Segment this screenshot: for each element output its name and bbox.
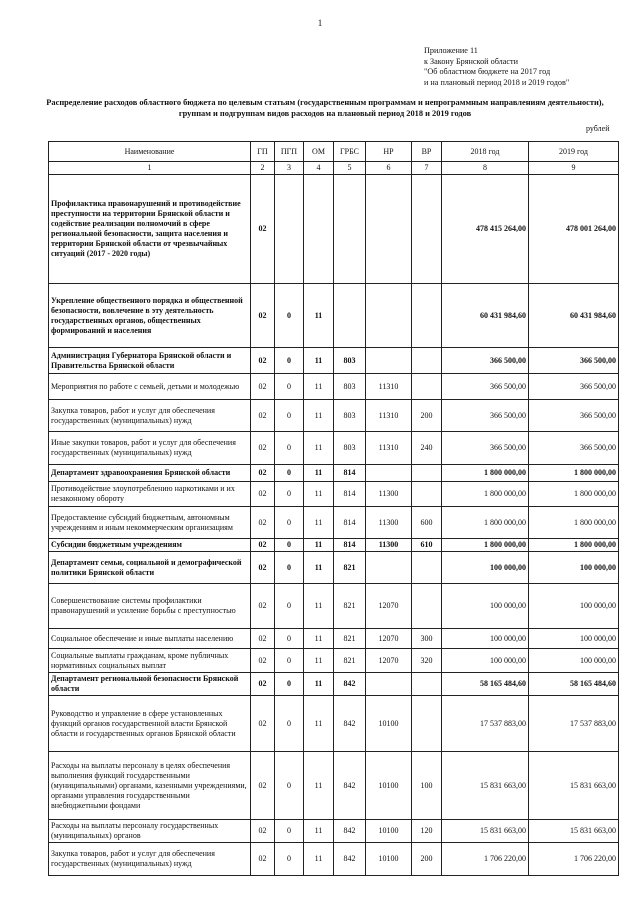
row-grbs: 842 — [334, 673, 366, 696]
row-pgp: 0 — [275, 843, 304, 876]
row-amount-2018: 1 706 220,00 — [442, 843, 529, 876]
row-amount-2019: 17 537 883,00 — [529, 696, 619, 752]
row-vr — [412, 482, 442, 507]
row-grbs: 821 — [334, 629, 366, 649]
row-pgp: 0 — [275, 673, 304, 696]
row-pgp: 0 — [275, 752, 304, 820]
row-vr — [412, 284, 442, 348]
row-amount-2019: 58 165 484,60 — [529, 673, 619, 696]
row-nr: 12070 — [366, 584, 412, 629]
row-grbs: 842 — [334, 696, 366, 752]
column-number-row — [49, 162, 619, 175]
row-nr: 11300 — [366, 507, 412, 539]
row-grbs: 814 — [334, 482, 366, 507]
column-number: 1 — [49, 162, 251, 175]
table-header-row — [49, 142, 619, 162]
row-name: Противодействие злоупотреблению наркотиками и их незаконному обороту — [49, 482, 251, 507]
row-vr: 120 — [412, 820, 442, 843]
row-gp: 02 — [251, 400, 275, 432]
row-amount-2019: 100 000,00 — [529, 552, 619, 584]
row-pgp: 0 — [275, 629, 304, 649]
row-amount-2018: 60 431 984,60 — [442, 284, 529, 348]
row-nr: 10100 — [366, 752, 412, 820]
row-amount-2019: 100 000,00 — [529, 649, 619, 673]
row-amount-2018: 100 000,00 — [442, 629, 529, 649]
row-name: Расходы на выплаты персоналу в целях обеспечения выполнения функций государственными (муниципальными) органами, казенными учреждениями, органами управления государственными внебюджетными фондами — [49, 752, 251, 820]
row-amount-2019: 366 500,00 — [529, 348, 619, 374]
budget-table — [48, 141, 619, 876]
row-nr: 11310 — [366, 374, 412, 400]
column-number: 9 — [529, 162, 619, 175]
row-name: Департамент региональной безопасности Брянской области — [49, 673, 251, 696]
header-gp: ГП — [251, 142, 275, 162]
header-2019: 2019 год — [529, 142, 619, 162]
row-om: 11 — [304, 673, 334, 696]
row-amount-2019: 1 800 000,00 — [529, 507, 619, 539]
header-name: Наименование — [49, 142, 251, 162]
row-name: Социальные выплаты гражданам, кроме публичных нормативных социальных выплат — [49, 649, 251, 673]
row-gp: 02 — [251, 432, 275, 465]
row-name: Иные закупки товаров, работ и услуг для обеспечения государственных (муниципальных) нужд — [49, 432, 251, 465]
row-pgp: 0 — [275, 348, 304, 374]
row-vr — [412, 374, 442, 400]
row-nr: 10100 — [366, 820, 412, 843]
table-row — [49, 820, 619, 843]
row-amount-2018: 15 831 663,00 — [442, 820, 529, 843]
row-nr — [366, 552, 412, 584]
column-number: 5 — [334, 162, 366, 175]
row-gp: 02 — [251, 284, 275, 348]
row-grbs — [334, 175, 366, 284]
row-amount-2019: 366 500,00 — [529, 432, 619, 465]
table-row — [49, 752, 619, 820]
row-grbs: 842 — [334, 752, 366, 820]
row-gp: 02 — [251, 629, 275, 649]
row-nr: 10100 — [366, 843, 412, 876]
row-pgp: 0 — [275, 820, 304, 843]
row-nr: 12070 — [366, 629, 412, 649]
row-amount-2019: 366 500,00 — [529, 400, 619, 432]
row-om: 11 — [304, 507, 334, 539]
document-title: Распределение расходов областного бюджета по целевым статьям (государственным программам и непрограммным направлениям деятельности), группам и подгруппам видов расходов на плановый период 2018 и 2019 годов — [46, 98, 604, 118]
row-name: Администрация Губернатора Брянской области и Правительства Брянской области — [49, 348, 251, 374]
row-vr: 200 — [412, 400, 442, 432]
row-amount-2018: 100 000,00 — [442, 649, 529, 673]
row-amount-2018: 100 000,00 — [442, 552, 529, 584]
row-amount-2019: 15 831 663,00 — [529, 820, 619, 843]
table-row — [49, 673, 619, 696]
row-name: Предоставление субсидий бюджетным, автономным учреждениям и иным некоммерческим организациям — [49, 507, 251, 539]
row-grbs: 803 — [334, 374, 366, 400]
row-gp: 02 — [251, 649, 275, 673]
row-vr: 320 — [412, 649, 442, 673]
table-row — [49, 843, 619, 876]
header-pgp: ПГП — [275, 142, 304, 162]
table-row — [49, 175, 619, 284]
table-row — [49, 507, 619, 539]
row-om: 11 — [304, 649, 334, 673]
header-om: ОМ — [304, 142, 334, 162]
row-amount-2019: 100 000,00 — [529, 584, 619, 629]
page-number: 1 — [317, 18, 323, 28]
column-number: 4 — [304, 162, 334, 175]
row-name: Профилактика правонарушений и противодействие преступности на территории Брянской области и содействие реализации полномочий в сфере региональной безопасности, защита населения и территории Брянской области от чрезвычайных ситуаций (2017 - 2020 годы) — [49, 175, 251, 284]
row-amount-2018: 478 415 264,00 — [442, 175, 529, 284]
row-pgp: 0 — [275, 552, 304, 584]
row-amount-2019: 100 000,00 — [529, 629, 619, 649]
appendix-line: к Закону Брянской области — [424, 56, 518, 66]
row-grbs: 842 — [334, 843, 366, 876]
row-om: 11 — [304, 552, 334, 584]
row-vr — [412, 696, 442, 752]
row-name: Закупка товаров, работ и услуг для обеспечения государственных (муниципальных) нужд — [49, 843, 251, 876]
row-name: Совершенствование системы профилактики правонарушений и усиление борьбы с преступностью — [49, 584, 251, 629]
table-row — [49, 629, 619, 649]
row-amount-2018: 17 537 883,00 — [442, 696, 529, 752]
appendix-note — [424, 46, 569, 88]
table-row — [49, 348, 619, 374]
row-amount-2018: 1 800 000,00 — [442, 539, 529, 552]
row-om: 11 — [304, 348, 334, 374]
row-grbs — [334, 284, 366, 348]
appendix-line: и на плановый период 2018 и 2019 годов" — [424, 77, 570, 87]
row-vr — [412, 673, 442, 696]
column-number: 7 — [412, 162, 442, 175]
row-om: 11 — [304, 374, 334, 400]
row-amount-2019: 60 431 984,60 — [529, 284, 619, 348]
row-nr: 12070 — [366, 649, 412, 673]
row-grbs: 821 — [334, 584, 366, 629]
row-grbs: 821 — [334, 552, 366, 584]
row-amount-2019: 1 800 000,00 — [529, 539, 619, 552]
row-om: 11 — [304, 284, 334, 348]
row-amount-2019: 1 800 000,00 — [529, 482, 619, 507]
table-row — [49, 432, 619, 465]
row-om: 11 — [304, 432, 334, 465]
row-om: 11 — [304, 465, 334, 482]
row-vr: 200 — [412, 843, 442, 876]
row-om: 11 — [304, 843, 334, 876]
row-pgp: 0 — [275, 465, 304, 482]
row-gp: 02 — [251, 348, 275, 374]
table-row — [49, 400, 619, 432]
row-amount-2018: 366 500,00 — [442, 432, 529, 465]
row-gp: 02 — [251, 539, 275, 552]
row-nr — [366, 465, 412, 482]
table-row — [49, 284, 619, 348]
row-om: 11 — [304, 629, 334, 649]
row-amount-2018: 1 800 000,00 — [442, 507, 529, 539]
row-vr — [412, 465, 442, 482]
row-nr: 11310 — [366, 432, 412, 465]
row-gp: 02 — [251, 820, 275, 843]
row-grbs: 803 — [334, 432, 366, 465]
header-vr: ВР — [412, 142, 442, 162]
row-amount-2019: 1 706 220,00 — [529, 843, 619, 876]
table-row — [49, 649, 619, 673]
row-name: Социальное обеспечение и иные выплаты населению — [49, 629, 251, 649]
row-om: 11 — [304, 696, 334, 752]
row-amount-2019: 15 831 663,00 — [529, 752, 619, 820]
row-pgp: 0 — [275, 400, 304, 432]
row-nr — [366, 175, 412, 284]
row-nr: 11310 — [366, 400, 412, 432]
row-vr: 610 — [412, 539, 442, 552]
row-gp: 02 — [251, 843, 275, 876]
row-vr — [412, 584, 442, 629]
row-name: Субсидии бюджетным учреждениям — [49, 539, 251, 552]
row-name: Мероприятия по работе с семьей, детьми и молодежью — [49, 374, 251, 400]
row-gp: 02 — [251, 175, 275, 284]
row-vr: 100 — [412, 752, 442, 820]
row-grbs: 814 — [334, 539, 366, 552]
row-nr: 11300 — [366, 482, 412, 507]
row-pgp: 0 — [275, 482, 304, 507]
row-amount-2019: 366 500,00 — [529, 374, 619, 400]
row-nr — [366, 284, 412, 348]
row-gp: 02 — [251, 696, 275, 752]
row-pgp — [275, 175, 304, 284]
row-om: 11 — [304, 820, 334, 843]
table-row — [49, 552, 619, 584]
row-pgp: 0 — [275, 507, 304, 539]
column-number: 2 — [251, 162, 275, 175]
row-gp: 02 — [251, 482, 275, 507]
column-number: 3 — [275, 162, 304, 175]
row-amount-2018: 366 500,00 — [442, 400, 529, 432]
row-amount-2018: 58 165 484,60 — [442, 673, 529, 696]
row-vr — [412, 175, 442, 284]
row-gp: 02 — [251, 752, 275, 820]
row-name: Расходы на выплаты персоналу государственных (муниципальных) органов — [49, 820, 251, 843]
table-row — [49, 696, 619, 752]
row-name: Закупка товаров, работ и услуг для обеспечения государственных (муниципальных) нужд — [49, 400, 251, 432]
row-gp: 02 — [251, 673, 275, 696]
column-number: 6 — [366, 162, 412, 175]
row-vr: 600 — [412, 507, 442, 539]
row-name: Руководство и управление в сфере установленных функций органов государственной власти Брянской области и государственных органов Брянской области — [49, 696, 251, 752]
row-gp: 02 — [251, 584, 275, 629]
row-amount-2018: 15 831 663,00 — [442, 752, 529, 820]
row-amount-2019: 478 001 264,00 — [529, 175, 619, 284]
row-pgp: 0 — [275, 649, 304, 673]
row-vr: 240 — [412, 432, 442, 465]
row-om — [304, 175, 334, 284]
row-gp: 02 — [251, 552, 275, 584]
row-gp: 02 — [251, 507, 275, 539]
table-row — [49, 482, 619, 507]
row-grbs: 803 — [334, 348, 366, 374]
row-grbs: 803 — [334, 400, 366, 432]
row-nr: 11300 — [366, 539, 412, 552]
row-grbs: 821 — [334, 649, 366, 673]
row-amount-2019: 1 800 000,00 — [529, 465, 619, 482]
row-name: Департамент здравоохранения Брянской области — [49, 465, 251, 482]
row-pgp: 0 — [275, 696, 304, 752]
row-grbs: 814 — [334, 507, 366, 539]
row-amount-2018: 1 800 000,00 — [442, 482, 529, 507]
row-grbs: 814 — [334, 465, 366, 482]
table-row — [49, 374, 619, 400]
row-vr: 300 — [412, 629, 442, 649]
row-name: Департамент семьи, социальной и демографической политики Брянской области — [49, 552, 251, 584]
row-amount-2018: 100 000,00 — [442, 584, 529, 629]
row-om: 11 — [304, 482, 334, 507]
appendix-line: Приложение 11 — [424, 46, 478, 55]
appendix-line: "Об областном бюджете на 2017 год — [424, 67, 551, 77]
row-pgp: 0 — [275, 539, 304, 552]
row-om: 11 — [304, 539, 334, 552]
column-number: 8 — [442, 162, 529, 175]
row-vr — [412, 348, 442, 374]
row-amount-2018: 366 500,00 — [442, 348, 529, 374]
row-vr — [412, 552, 442, 584]
table-row — [49, 539, 619, 552]
header-nr: НР — [366, 142, 412, 162]
row-pgp: 0 — [275, 432, 304, 465]
row-amount-2018: 366 500,00 — [442, 374, 529, 400]
row-pgp: 0 — [275, 584, 304, 629]
units-label: рублей — [586, 124, 610, 133]
header-2018: 2018 год — [442, 142, 529, 162]
row-pgp: 0 — [275, 374, 304, 400]
header-grbs: ГРБС — [334, 142, 366, 162]
row-om: 11 — [304, 752, 334, 820]
row-grbs: 842 — [334, 820, 366, 843]
row-nr — [366, 348, 412, 374]
row-gp: 02 — [251, 374, 275, 400]
row-pgp: 0 — [275, 284, 304, 348]
row-gp: 02 — [251, 465, 275, 482]
row-nr — [366, 673, 412, 696]
row-om: 11 — [304, 400, 334, 432]
row-om: 11 — [304, 584, 334, 629]
table-row — [49, 465, 619, 482]
table-row — [49, 584, 619, 629]
row-nr: 10100 — [366, 696, 412, 752]
row-name: Укрепление общественного порядка и общественной безопасности, вовлечение в эту деятельность государственных органов, общественных формирований и населения — [49, 284, 251, 348]
row-amount-2018: 1 800 000,00 — [442, 465, 529, 482]
